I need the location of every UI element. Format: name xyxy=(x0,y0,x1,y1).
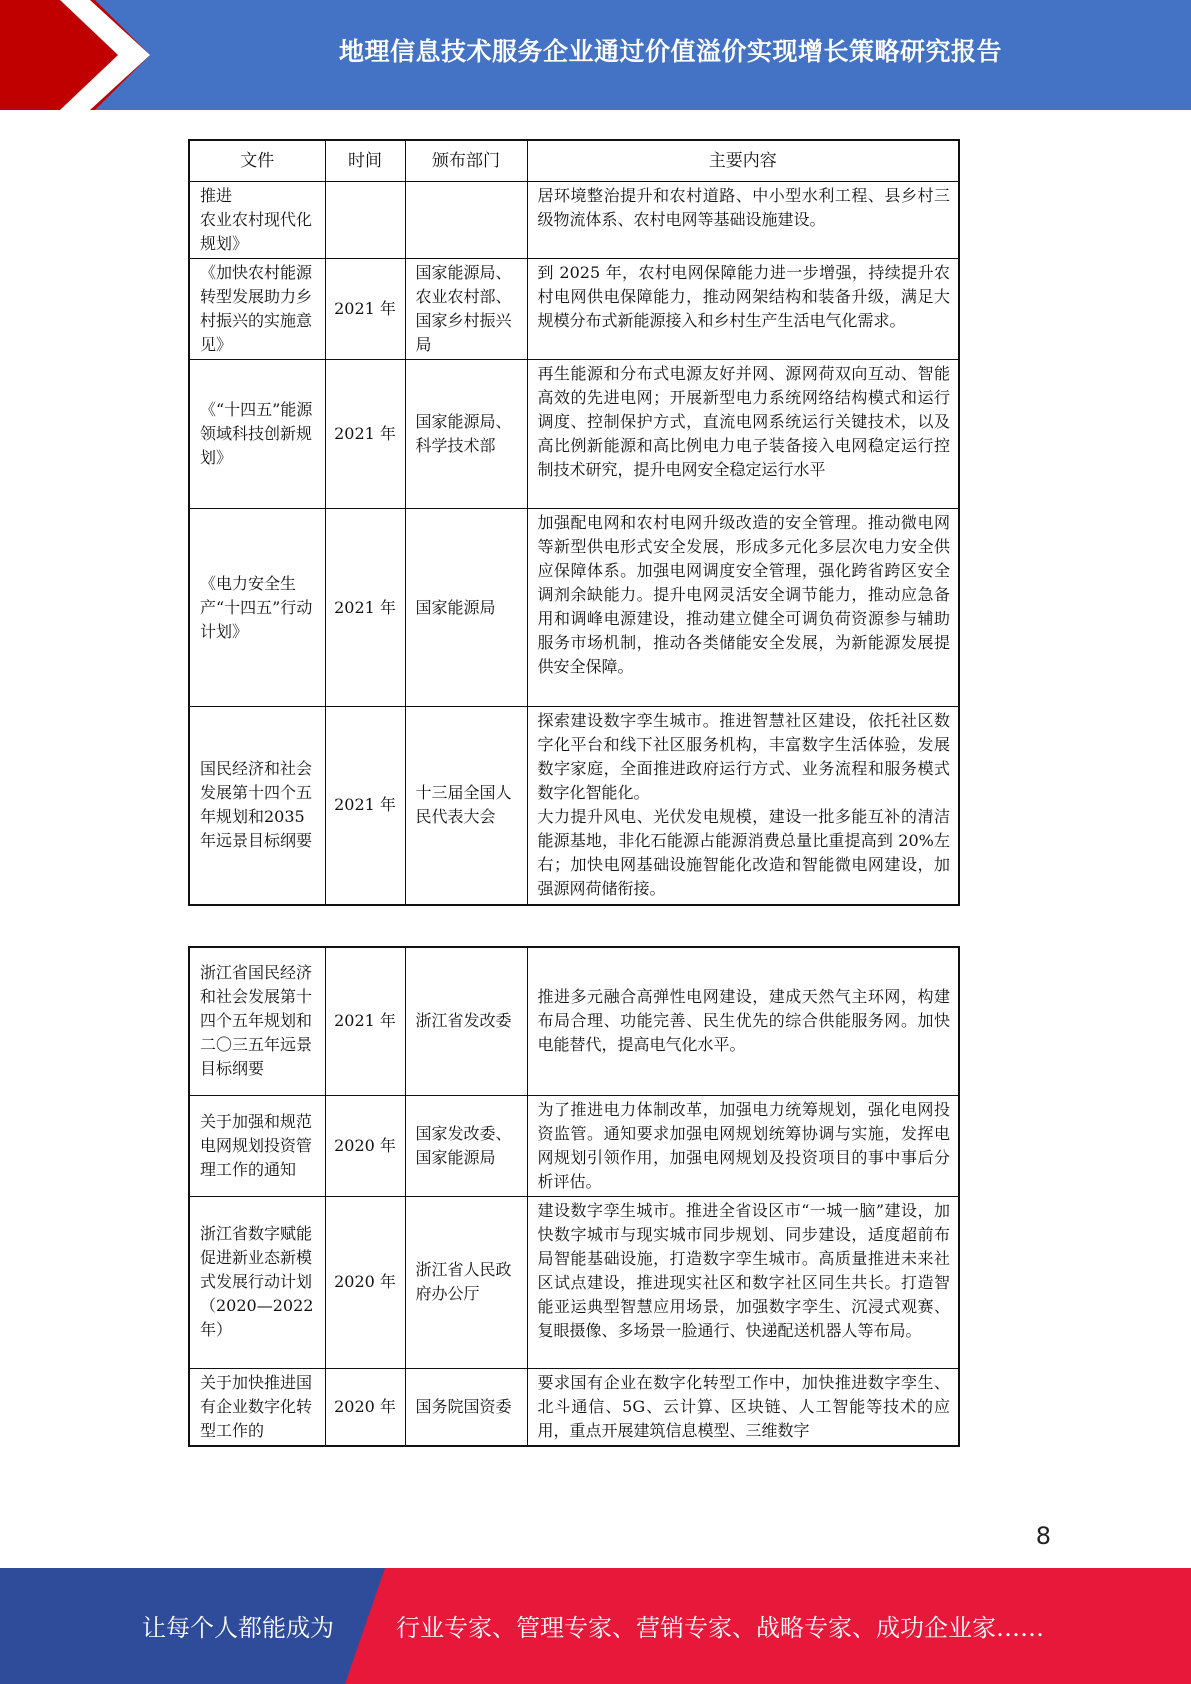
cell-content: 再生能源和分布式电源友好并网、源网荷双向互动、智能高效的先进电网；开展新型电力系统网络结构模式和运行调度、控制保护方式，直流电网系统运行关键技术，以及高比例新能源和高比例电力电子装备接入电网稳定运行控制技术研究，提升电网安全稳定运行水平 xyxy=(527,360,959,509)
column-header-doc: 文件 xyxy=(189,140,325,182)
table-row xyxy=(189,947,959,1095)
cell-content: 推进多元融合高弹性电网建设，建成天然气主环网，构建布局合理、功能完善、民生优先的综合供能服务网。加快电能替代，提高电气化水平。 xyxy=(527,947,959,1095)
cell-dept: 国务院国资委 xyxy=(405,1368,527,1446)
cell-doc: 《“十四五”能源领域科技创新规划》 xyxy=(189,360,325,509)
page-header xyxy=(0,0,1191,110)
cell-dept: 十三届全国人民代表大会 xyxy=(405,707,527,905)
cell-content: 建设数字孪生城市。推进全省设区市“一城一脑”建设，加快数字城市与现实城市同步规划、同步建设，适度超前布局智能基础设施，打造数字孪生城市。高质量推进未来社区试点建设，推进现实社区和数字社区同生共长。打造智能亚运典型智慧应用场景，加强数字孪生、沉浸式观赛、复眼摄像、多场景一脸通行、快递配送机器人等布局。 xyxy=(527,1196,959,1368)
cell-doc: 推进 农业农村现代化规划》 xyxy=(189,182,325,259)
report-title: 地理信息技术服务企业通过价值溢价实现增长策略研究报告 xyxy=(338,37,1002,66)
cell-content: 探索建设数字孪生城市。推进智慧社区建设，依托社区数字化平台和线下社区服务机构，丰富数字生活体验，发展数字家庭，全面推进政府运行方式、业务流程和服务模式数字化智能化。 大力提升风电、光伏发电规模，建设一批多能互补的清洁能源基地，非化石能源占能源消费总量比重提高到 20%左右；加快电网基础设施智能化改造和智能微电网建设，加强源网荷储衔接。 xyxy=(527,707,959,905)
cell-dept: 浙江省人民政府办公厅 xyxy=(405,1196,527,1368)
cell-content: 居环境整治提升和农村道路、中小型水利工程、县乡村三级物流体系、农村电网等基础设施建设。 xyxy=(527,182,959,259)
cell-dept xyxy=(405,182,527,259)
cell-doc: 关于加快推进国有企业数字化转型工作的 xyxy=(189,1368,325,1446)
footer-slogan-right: 行业专家、管理专家、营销专家、战略专家、成功企业家…… xyxy=(396,1614,1044,1642)
cell-dept: 国家能源局 xyxy=(405,509,527,707)
cell-dept: 国家能源局、科学技术部 xyxy=(405,360,527,509)
cell-time xyxy=(325,182,405,259)
cell-time: 2020 年 xyxy=(325,1196,405,1368)
cell-doc: 浙江省数字赋能促进新业态新模式发展行动计划（2020—2022 年） xyxy=(189,1196,325,1368)
cell-content: 为了推进电力体制改革，加强电力统筹规划，强化电网投资监管。通知要求加强电网规划统筹协调与实施，发挥电网规划引领作用，加强电网规划及投资项目的事中事后分析评估。 xyxy=(527,1095,959,1196)
table-row xyxy=(189,707,959,905)
cell-dept: 国家发改委、国家能源局 xyxy=(405,1095,527,1196)
column-header-content: 主要内容 xyxy=(527,140,959,182)
cell-dept: 国家能源局、农业农村部、国家乡村振兴局 xyxy=(405,259,527,360)
cell-content: 要求国有企业在数字化转型工作中，加快推进数字孪生、北斗通信、5G、云计算、区块链、人工智能等技术的应用，重点开展建筑信息模型、三维数字 xyxy=(527,1368,959,1446)
footer-slogan-left: 让每个人都能成为 xyxy=(142,1614,334,1642)
cell-content: 到 2025 年，农村电网保障能力进一步增强，持续提升农村电网供电保障能力，推动网架结构和装备升级，满足大规模分布式新能源接入和乡村生产生活电气化需求。 xyxy=(527,259,959,360)
table-header-row xyxy=(189,140,959,182)
cell-doc: 《加快农村能源转型发展助力乡村振兴的实施意见》 xyxy=(189,259,325,360)
cell-time: 2021 年 xyxy=(325,509,405,707)
table-row xyxy=(189,1196,959,1368)
cell-time: 2021 年 xyxy=(325,707,405,905)
cell-time: 2021 年 xyxy=(325,947,405,1095)
page-footer xyxy=(0,1568,1191,1684)
policy-table-part1 xyxy=(188,139,960,906)
table-row xyxy=(189,259,959,360)
page-number: 8 xyxy=(1035,1522,1051,1550)
column-header-dept: 颁布部门 xyxy=(405,140,527,182)
cell-time: 2021 年 xyxy=(325,360,405,509)
cell-doc: 《电力安全生产“十四五”行动计划》 xyxy=(189,509,325,707)
table-row xyxy=(189,360,959,509)
cell-doc: 国民经济和社会发展第十四个五年规划和2035 年远景目标纲要 xyxy=(189,707,325,905)
table-row xyxy=(189,509,959,707)
cell-time: 2021 年 xyxy=(325,259,405,360)
column-header-time: 时间 xyxy=(325,140,405,182)
table-row xyxy=(189,182,959,259)
table-row xyxy=(189,1368,959,1446)
table-row xyxy=(189,1095,959,1196)
cell-time: 2020 年 xyxy=(325,1368,405,1446)
cell-content: 加强配电网和农村电网升级改造的安全管理。推动微电网等新型供电形式安全发展，形成多元化多层次电力安全供应保障体系。加强电网调度安全管理，强化跨省跨区安全调剂余缺能力。提升电网灵活安全调节能力，推动应急备用和调峰电源建设，推动建立健全可调负荷资源参与辅助服务市场机制，推动各类储能安全发展，为新能源发展提供安全保障。 xyxy=(527,509,959,707)
cell-dept: 浙江省发改委 xyxy=(405,947,527,1095)
cell-doc: 关于加强和规范电网规划投资管理工作的通知 xyxy=(189,1095,325,1196)
policy-table-part2 xyxy=(188,946,960,1447)
cell-time: 2020 年 xyxy=(325,1095,405,1196)
cell-doc: 浙江省国民经济和社会发展第十四个五年规划和二〇三五年远景目标纲要 xyxy=(189,947,325,1095)
